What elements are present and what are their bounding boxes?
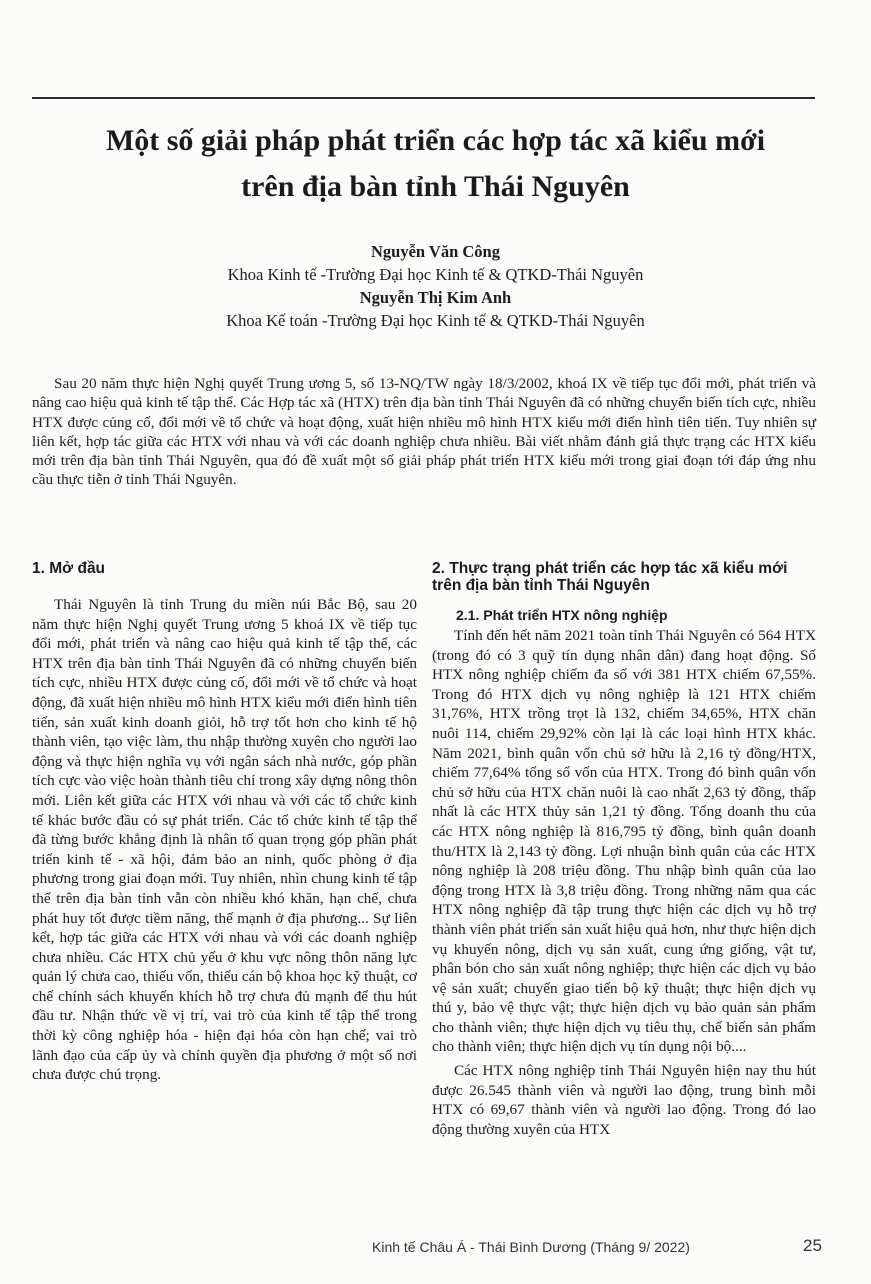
title-line-2: trên địa bàn tỉnh Thái Nguyên	[241, 170, 630, 203]
journal-name: Kinh tế Châu Á - Thái Bình Dương (Tháng 9/ 2022)	[372, 1239, 690, 1255]
author-name: Nguyễn Văn Công	[371, 242, 500, 261]
header-rule	[32, 97, 815, 99]
section-2-1-paragraph: Các HTX nông nghiệp tỉnh Thái Nguyên hiện nay thu hút được 26.545 thành viên và người lao động, trung bình mỗi HTX có 69,67 thành viên và người lao động. Trong đó lao động thường xuyên của HTX	[432, 1062, 816, 1138]
section-2-1-heading: 2.1. Phát triển HTX nông nghiệp	[456, 607, 668, 623]
left-column	[32, 560, 417, 1085]
page-footer	[0, 1237, 871, 1261]
article-title	[40, 118, 831, 210]
abstract: Sau 20 năm thực hiện Nghị quyết Trung ương 5, số 13-NQ/TW ngày 18/3/2002, khoá IX về tiếp tục đổi mới, phát triển và nâng cao hiệu quả kinh tế tập thể. Các Hợp tác xã (HTX) trên địa bàn tỉnh Thái Nguyên đã có những chuyển biến tích cực, nhiều HTX được củng cố, đổi mới về tổ chức và hoạt động, xuất hiện nhiều mô hình HTX kiểu mới điển hình tiên tiến. Tuy nhiên sự liên kết, hợp tác giữa các HTX với nhau và với các doanh nghiệp chưa nhiều. Bài viết nhằm đánh giá thực trạng các HTX kiểu mới trên địa bàn tỉnh Thái Nguyên, qua đó đề xuất một số giải pháp phát triển HTX kiểu mới trong giai đoạn tới đáp ứng nhu cầu thực tiễn ở tỉnh Thái Nguyên.	[32, 375, 816, 489]
section-2-heading: 2. Thực trạng phát triển các hợp tác xã kiểu mới trên địa bàn tỉnh Thái Nguyên	[432, 560, 788, 594]
author-affiliation: Khoa Kinh tế -Trường Đại học Kinh tế & QTKD-Thái Nguyên	[227, 265, 644, 284]
author-block	[40, 240, 831, 332]
section-1-paragraph: Thái Nguyên là tỉnh Trung du miền núi Bắc Bộ, sau 20 năm thực hiện Nghị quyết Trung ương 5 khoá IX về tiếp tục đổi mới, phát triển và nâng cao hiệu quả kinh tế tập thể, các HTX trên địa bàn tỉnh Thái Nguyên đã có những chuyển biến tích cực, nhiều HTX được củng cố, đổi mới về tổ chức và hoạt động, đã xuất hiện nhiều mô hình HTX kiểu mới điển hình tiên tiến, sản xuất kinh doanh giỏi, hỗ trợ tốt hơn cho kinh tế hộ thành viên, tạo việc làm, thu nhập thường xuyên cho người lao động và thực hiện nghĩa vụ với ngân sách nhà nước, góp phần tích cực vào việc hoàn thành tiêu chí trong xây dựng nông thôn mới. Liên kết giữa các HTX với nhau và với các tổ chức kinh tế khác bước đầu có sự phát triển. Các tổ chức kinh tế tập thể đã từng bước khẳng định là nhân tố quan trọng góp phần phát triển kinh tế - xã hội, đảm bảo an ninh, quốc phòng ở địa phương trong giai đoạn mới. Tuy nhiên, nhìn chung kinh tế tập thể trên địa bàn tỉnh vẫn còn nhiều khó khăn, hạn chế, chưa phát huy tốt được tiềm năng, thế mạnh ở địa phương... Sự liên kết, hợp tác giữa các HTX với nhau và với các doanh nghiệp chưa nhiều. Các HTX chủ yếu ở khu vực nông thôn năng lực quản lý chưa cao, thiếu vốn, thiếu cán bộ khoa học kỹ thuật, cơ chế chính sách khuyến khích hỗ trợ chưa đủ mạnh để thu hút đầu tư. Nhận thức về vị trí, vai trò của kinh tế tập thể trong thời kỳ công nghiệp hóa - hiện đại hóa còn hạn chế; vai trò lãnh đạo của cấp ủy và chính quyền địa phương ở một số nơi chưa được chú trọng.	[32, 596, 417, 1084]
author-name: Nguyễn Thị Kim Anh	[359, 288, 512, 307]
section-2-1-paragraph: Tính đến hết năm 2021 toàn tỉnh Thái Nguyên có 564 HTX (trong đó có 3 quỹ tín dụng nhân dân) đang hoạt động. Số HTX nông nghiệp chiếm đa số với 381 HTX chiếm 67,55%. Trong đó HTX dịch vụ nông nghiệp là 121 HTX chiếm 31,76%, HTX trồng trọt là 132, chiếm 34,65%, HTX chăn nuôi 114, chiếm 29,92% còn lại là các loại hình HTX khác. Năm 2021, bình quân vốn chủ sở hữu là 2,16 tỷ đồng/HTX, chiếm 77,64% tổng số vốn của HTX. Trong đó bình quân vốn chủ sở hữu của HTX chăn nuôi là cao nhất 2,63 tỷ đồng, thấp nhất là các HTX thủy sản 1,21 tỷ đồng. Tổng doanh thu của các HTX nông nghiệp là 816,795 tỷ đồng, bình quân doanh thu/HTX là 2,143 tỷ đồng. Lợi nhuận bình quân của các HTX nông nghiệp là 208 triệu đồng. Thu nhập bình quân của lao động trong HTX là 3,8 triệu đồng. Trong những năm qua các HTX nông nghiệp đã tập trung thực hiện các dịch vụ hỗ trợ thành viên phát triển sản xuất hiệu quả hơn, như thực hiện dịch vụ khuyến nông, dịch vụ sản xuất, cung ứng giống, vật tư, phân bón cho sản xuất nông nghiệp; thực hiện các dịch vụ bảo vệ sản xuất; chuyển giao tiến bộ kỹ thuật; thực hiện dịch vụ thú y, bảo vệ thực vật; thực hiện dịch vụ bảo quản sản phẩm cho thành viên; thực hiện dịch vụ tiêu thụ, chế biến sản phẩm cho thành viên; thực hiện dịch vụ tín dụng nội bộ....	[432, 627, 816, 1056]
title-line-1: Một số giải pháp phát triển các hợp tác xã kiểu mới	[105, 124, 766, 157]
page-number: 25	[803, 1236, 822, 1255]
section-1-heading: 1. Mở đầu	[32, 560, 106, 577]
right-column	[432, 560, 816, 1139]
author-affiliation: Khoa Kế toán -Trường Đại học Kinh tế & QTKD-Thái Nguyên	[226, 311, 645, 330]
